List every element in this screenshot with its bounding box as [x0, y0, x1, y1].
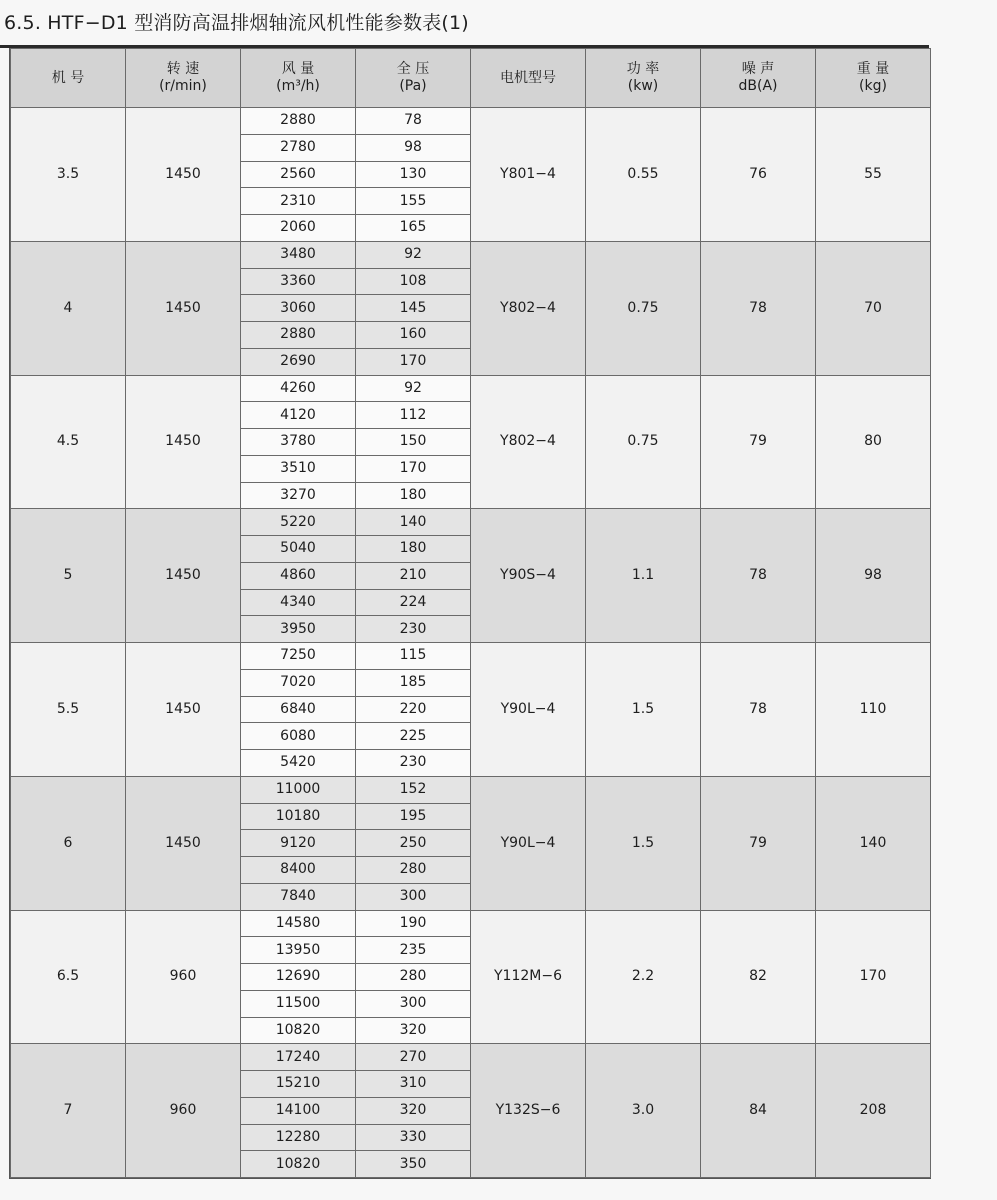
motor-cell: Y90L−4 — [471, 643, 586, 777]
header-airflow-label: 风 量 — [281, 61, 315, 78]
pressure-cell: 310 — [356, 1071, 471, 1098]
airflow-cell: 7840 — [241, 883, 356, 910]
airflow-cell: 2060 — [241, 215, 356, 242]
pressure-cell: 150 — [356, 429, 471, 456]
header-weight — [816, 49, 931, 108]
header-speed — [126, 49, 241, 108]
airflow-cell: 2690 — [241, 348, 356, 375]
speed-cell: 1450 — [126, 776, 241, 910]
table-row — [11, 375, 931, 402]
header-row — [11, 49, 931, 108]
pressure-cell: 300 — [356, 883, 471, 910]
speed-cell: 960 — [126, 1044, 241, 1178]
airflow-cell: 3950 — [241, 616, 356, 643]
motor-cell: Y801−4 — [471, 108, 586, 242]
airflow-cell: 11000 — [241, 776, 356, 803]
header-airflow-unit: (m³/h) — [276, 78, 320, 94]
model-cell: 6.5 — [11, 910, 126, 1044]
motor-cell: Y112M−6 — [471, 910, 586, 1044]
table-header — [11, 49, 931, 108]
airflow-cell: 2560 — [241, 161, 356, 188]
airflow-cell: 4860 — [241, 562, 356, 589]
noise-cell: 79 — [701, 776, 816, 910]
speed-cell: 1450 — [126, 643, 241, 777]
page-title: 6.5. HTF−D1 型消防高温排烟轴流风机性能参数表(1) — [4, 12, 469, 34]
model-cell: 3.5 — [11, 108, 126, 242]
motor-cell: Y90S−4 — [471, 509, 586, 643]
header-speed-unit: (r/min) — [159, 78, 207, 94]
table-row — [11, 776, 931, 803]
motor-cell: Y802−4 — [471, 241, 586, 375]
airflow-cell: 10180 — [241, 803, 356, 830]
pressure-cell: 190 — [356, 910, 471, 937]
header-model-label: 机 号 — [51, 69, 85, 86]
table-row — [11, 241, 931, 268]
header-speed-label: 转 速 — [166, 61, 200, 78]
airflow-cell: 11500 — [241, 990, 356, 1017]
airflow-cell: 3510 — [241, 455, 356, 482]
pressure-cell: 170 — [356, 455, 471, 482]
header-pressure-unit: (Pa) — [399, 78, 427, 94]
pressure-cell: 230 — [356, 616, 471, 643]
header-airflow — [241, 49, 356, 108]
airflow-cell: 8400 — [241, 857, 356, 884]
table-row — [11, 1044, 931, 1071]
header-weight-label: 重 量 — [856, 61, 890, 78]
header-motor-label: 电机型号 — [500, 69, 556, 86]
pressure-cell: 140 — [356, 509, 471, 536]
pressure-cell: 220 — [356, 696, 471, 723]
header-power-unit: (kw) — [627, 78, 659, 94]
airflow-cell: 7020 — [241, 669, 356, 696]
pressure-cell: 92 — [356, 375, 471, 402]
pressure-cell: 115 — [356, 643, 471, 670]
pressure-cell: 165 — [356, 215, 471, 242]
airflow-cell: 7250 — [241, 643, 356, 670]
weight-cell: 98 — [816, 509, 931, 643]
motor-cell: Y132S−6 — [471, 1044, 586, 1178]
airflow-cell: 3360 — [241, 268, 356, 295]
pressure-cell: 108 — [356, 268, 471, 295]
noise-cell: 78 — [701, 241, 816, 375]
weight-cell: 70 — [816, 241, 931, 375]
noise-cell: 78 — [701, 509, 816, 643]
power-cell: 2.2 — [586, 910, 701, 1044]
model-cell: 6 — [11, 776, 126, 910]
airflow-cell: 5040 — [241, 536, 356, 563]
speed-cell: 1450 — [126, 509, 241, 643]
pressure-cell: 185 — [356, 669, 471, 696]
weight-cell: 140 — [816, 776, 931, 910]
pressure-cell: 155 — [356, 188, 471, 215]
header-noise-label: 噪 声 — [741, 61, 775, 78]
table-row — [11, 643, 931, 670]
header-pressure — [356, 49, 471, 108]
weight-cell: 208 — [816, 1044, 931, 1178]
pressure-cell: 320 — [356, 1097, 471, 1124]
pressure-cell: 300 — [356, 990, 471, 1017]
pressure-cell: 130 — [356, 161, 471, 188]
header-model — [11, 49, 126, 108]
airflow-cell: 5420 — [241, 750, 356, 777]
pressure-cell: 112 — [356, 402, 471, 429]
airflow-cell: 5220 — [241, 509, 356, 536]
airflow-cell: 4340 — [241, 589, 356, 616]
airflow-cell: 6080 — [241, 723, 356, 750]
power-cell: 0.75 — [586, 375, 701, 509]
pressure-cell: 180 — [356, 482, 471, 509]
pressure-cell: 195 — [356, 803, 471, 830]
airflow-cell: 3480 — [241, 241, 356, 268]
pressure-cell: 152 — [356, 776, 471, 803]
pressure-cell: 210 — [356, 562, 471, 589]
airflow-cell: 2780 — [241, 134, 356, 161]
pressure-cell: 280 — [356, 857, 471, 884]
header-pressure-label: 全 压 — [396, 61, 430, 78]
pressure-cell: 224 — [356, 589, 471, 616]
airflow-cell: 10820 — [241, 1151, 356, 1178]
pressure-cell: 225 — [356, 723, 471, 750]
model-cell: 4 — [11, 241, 126, 375]
model-cell: 4.5 — [11, 375, 126, 509]
speed-cell: 1450 — [126, 108, 241, 242]
weight-cell: 170 — [816, 910, 931, 1044]
airflow-cell: 10820 — [241, 1017, 356, 1044]
power-cell: 1.1 — [586, 509, 701, 643]
airflow-cell: 12280 — [241, 1124, 356, 1151]
pressure-cell: 320 — [356, 1017, 471, 1044]
pressure-cell: 250 — [356, 830, 471, 857]
pressure-cell: 92 — [356, 241, 471, 268]
airflow-cell: 2880 — [241, 108, 356, 135]
pressure-cell: 145 — [356, 295, 471, 322]
pressure-cell: 78 — [356, 108, 471, 135]
airflow-cell: 13950 — [241, 937, 356, 964]
airflow-cell: 4260 — [241, 375, 356, 402]
pressure-cell: 180 — [356, 536, 471, 563]
model-cell: 5.5 — [11, 643, 126, 777]
performance-table-container — [9, 48, 931, 1179]
noise-cell: 76 — [701, 108, 816, 242]
model-cell: 7 — [11, 1044, 126, 1178]
noise-cell: 84 — [701, 1044, 816, 1178]
motor-cell: Y802−4 — [471, 375, 586, 509]
airflow-cell: 6840 — [241, 696, 356, 723]
airflow-cell: 2310 — [241, 188, 356, 215]
pressure-cell: 280 — [356, 964, 471, 991]
header-power-label: 功 率 — [626, 61, 660, 78]
noise-cell: 79 — [701, 375, 816, 509]
pressure-cell: 98 — [356, 134, 471, 161]
speed-cell: 1450 — [126, 241, 241, 375]
pressure-cell: 350 — [356, 1151, 471, 1178]
pressure-cell: 230 — [356, 750, 471, 777]
header-motor — [471, 49, 586, 108]
power-cell: 1.5 — [586, 776, 701, 910]
pressure-cell: 270 — [356, 1044, 471, 1071]
table-row — [11, 910, 931, 937]
power-cell: 0.75 — [586, 241, 701, 375]
airflow-cell: 17240 — [241, 1044, 356, 1071]
pressure-cell: 330 — [356, 1124, 471, 1151]
pressure-cell: 170 — [356, 348, 471, 375]
airflow-cell: 14100 — [241, 1097, 356, 1124]
table-row — [11, 509, 931, 536]
header-power — [586, 49, 701, 108]
airflow-cell: 3270 — [241, 482, 356, 509]
table-body — [11, 108, 931, 1178]
weight-cell: 80 — [816, 375, 931, 509]
airflow-cell: 4120 — [241, 402, 356, 429]
model-cell: 5 — [11, 509, 126, 643]
header-noise — [701, 49, 816, 108]
performance-table — [10, 48, 931, 1178]
weight-cell: 55 — [816, 108, 931, 242]
pressure-cell: 235 — [356, 937, 471, 964]
airflow-cell: 15210 — [241, 1071, 356, 1098]
noise-cell: 78 — [701, 643, 816, 777]
airflow-cell: 3060 — [241, 295, 356, 322]
airflow-cell: 2880 — [241, 322, 356, 349]
speed-cell: 960 — [126, 910, 241, 1044]
power-cell: 1.5 — [586, 643, 701, 777]
power-cell: 3.0 — [586, 1044, 701, 1178]
motor-cell: Y90L−4 — [471, 776, 586, 910]
power-cell: 0.55 — [586, 108, 701, 242]
header-noise-unit: dB(A) — [738, 78, 778, 94]
header-weight-unit: (kg) — [859, 78, 887, 94]
airflow-cell: 12690 — [241, 964, 356, 991]
noise-cell: 82 — [701, 910, 816, 1044]
airflow-cell: 14580 — [241, 910, 356, 937]
weight-cell: 110 — [816, 643, 931, 777]
speed-cell: 1450 — [126, 375, 241, 509]
airflow-cell: 9120 — [241, 830, 356, 857]
table-row — [11, 108, 931, 135]
airflow-cell: 3780 — [241, 429, 356, 456]
pressure-cell: 160 — [356, 322, 471, 349]
